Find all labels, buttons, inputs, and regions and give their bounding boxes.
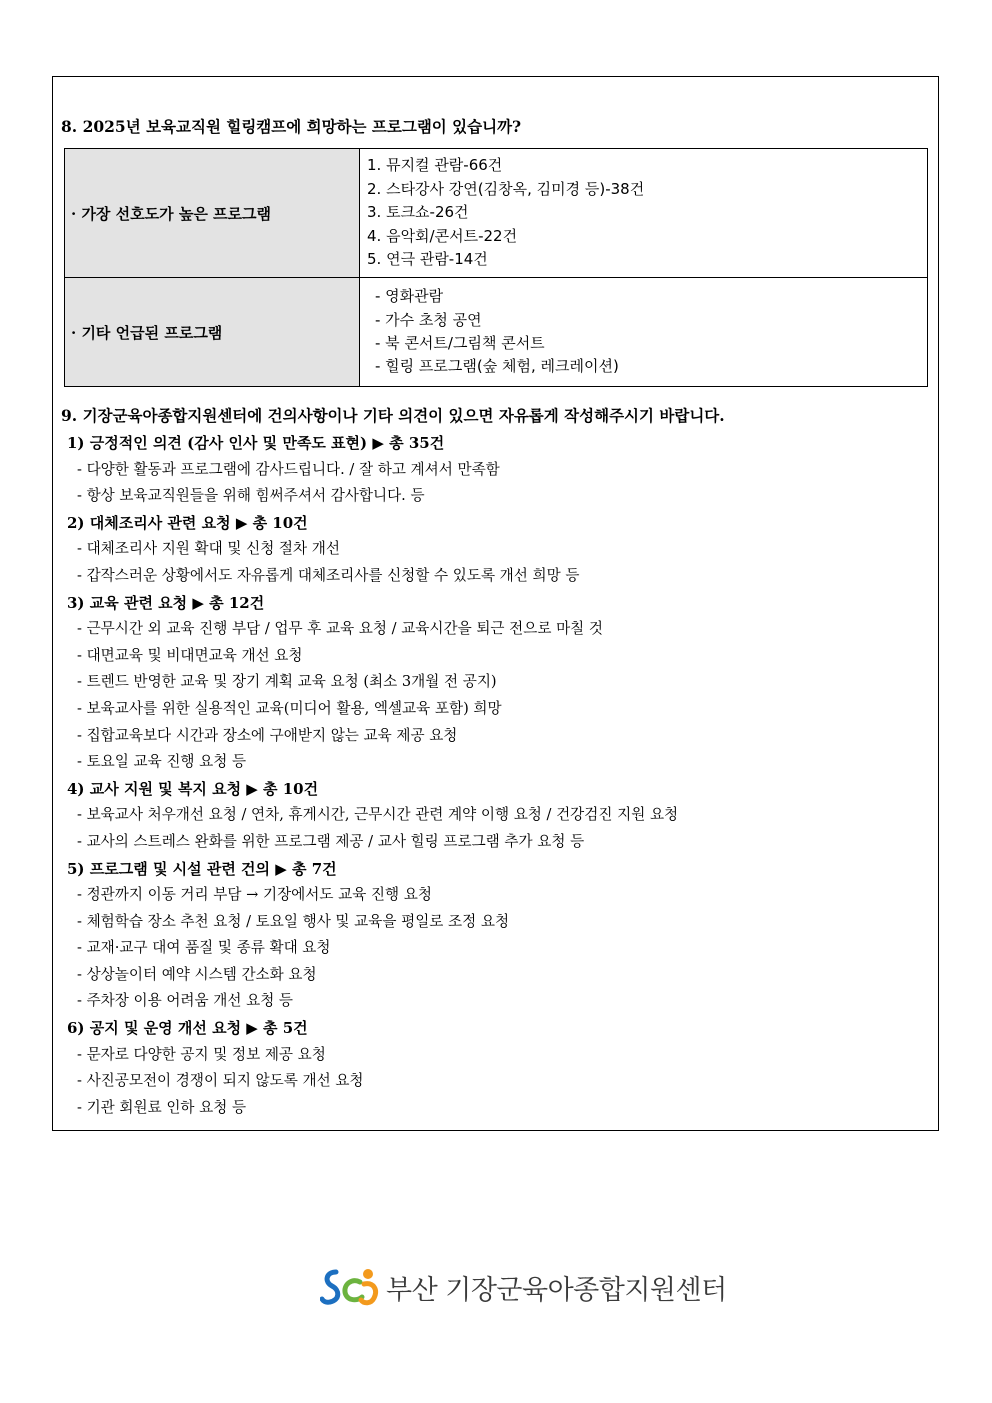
- list-item: - 북 콘서트/그림책 콘서트: [375, 334, 545, 352]
- section-title: 2) 대체조리사 관련 요청 ▶ 총 10건: [67, 513, 308, 532]
- list-item: - 문자로 다양한 공지 및 정보 제공 요청: [77, 1045, 326, 1063]
- question-8-title: 8. 2025년 보육교직원 힐링캠프에 희망하는 프로그램이 있습니까?: [61, 117, 522, 136]
- section-title: 4) 교사 지원 및 복지 요청 ▶ 총 10건: [67, 779, 319, 798]
- other-program-list: [360, 278, 928, 387]
- list-item: 3. 토크쇼-26건: [367, 203, 469, 222]
- row-header-preferred: · 가장 선호도가 높은 프로그램: [65, 149, 360, 278]
- list-item: - 주차장 이용 어려움 개선 요청 등: [77, 992, 294, 1010]
- footer: [320, 1264, 727, 1310]
- feedback-sections: [67, 430, 927, 1121]
- list-item: 1. 뮤지컬 관람-66건: [367, 156, 503, 175]
- list-item: - 대체조리사 지원 확대 및 신청 절차 개선: [77, 540, 340, 558]
- section-title: 1) 긍정적인 의견 (감사 인사 및 만족도 표현) ▶ 총 35건: [67, 434, 445, 452]
- section-title: 6) 공지 및 운영 개선 요청 ▶ 총 5건: [67, 1019, 308, 1038]
- list-item: - 갑작스러운 상황에서도 자유롭게 대체조리사를 신청할 수 있도록 개선 희망 등: [77, 566, 580, 584]
- list-item: - 교재·교구 대여 품질 및 종류 확대 요청: [77, 939, 331, 957]
- list-item: - 힐링 프로그램(숲 체험, 레크레이션): [375, 357, 619, 376]
- survey-results-box: [52, 76, 939, 1131]
- list-item: - 체험학습 장소 추천 요청 / 토요일 행사 및 교육을 평일로 조정 요청: [77, 912, 510, 930]
- list-item: - 보육교사 처우개선 요청 / 연차, 휴게시간, 근무시간 관련 계약 이행 요청 / 건강검진 지원 요청: [77, 806, 679, 824]
- table-row: [65, 278, 928, 387]
- list-item: - 토요일 교육 진행 요청 등: [77, 753, 247, 771]
- list-item: - 다양한 활동과 프로그램에 감사드립니다. / 잘 하고 계셔서 만족함: [77, 460, 500, 478]
- row-header-other: · 기타 언급된 프로그램: [65, 278, 360, 387]
- list-item: 2. 스타강사 강연(김창옥, 김미경 등)-38건: [367, 179, 645, 198]
- center-logo-icon: [320, 1264, 384, 1310]
- organization-name: 부산 기장군육아종합지원센터: [386, 1274, 727, 1306]
- list-item: - 사진공모전이 경쟁이 되지 않도록 개선 요청: [77, 1072, 364, 1090]
- list-item: - 가수 초청 공연: [375, 310, 482, 329]
- list-item: - 정관까지 이동 거리 부담 → 기장에서도 교육 진행 요청: [77, 886, 432, 904]
- list-item: 5. 연극 관람-14건: [367, 250, 488, 269]
- list-item: - 집합교육보다 시간과 장소에 구애받지 않는 교육 제공 요청: [77, 726, 458, 744]
- list-item: - 기관 회원료 인하 요청 등: [77, 1098, 247, 1116]
- section-title: 5) 프로그램 및 시설 관련 건의 ▶ 총 7건: [67, 859, 337, 878]
- list-item: 4. 음악회/콘서트-22건: [367, 226, 518, 245]
- list-item: - 항상 보육교직원들을 위해 힘써주셔서 감사합니다. 등: [77, 487, 425, 505]
- preferred-program-list: [360, 149, 928, 278]
- list-item: - 트렌드 반영한 교육 및 장기 계획 교육 요청 (최소 3개월 전 공지): [77, 673, 497, 691]
- table-row: [65, 149, 928, 278]
- list-item: - 보육교사를 위한 실용적인 교육(미디어 활용, 엑셀교육 포함) 희망: [77, 699, 502, 717]
- section-title: 3) 교육 관련 요청 ▶ 총 12건: [67, 593, 265, 612]
- list-item: - 대면교육 및 비대면교육 개선 요청: [77, 646, 303, 664]
- list-item: - 근무시간 외 교육 진행 부담 / 업무 후 교육 요청 / 교육시간을 퇴근 전으로 마칠 것: [77, 620, 604, 638]
- program-preference-table: [64, 148, 928, 387]
- list-item: - 교사의 스트레스 완화를 위한 프로그램 제공 / 교사 힐링 프로그램 추가 요청 등: [77, 832, 585, 850]
- list-item: - 상상놀이터 예약 시스템 간소화 요청: [77, 965, 317, 983]
- list-item: - 영화관람: [375, 287, 444, 306]
- question-9-title: 9. 기장군육아종합지원센터에 건의사항이나 기타 의견이 있으면 자유롭게 작성해주시기 바랍니다.: [61, 406, 725, 425]
